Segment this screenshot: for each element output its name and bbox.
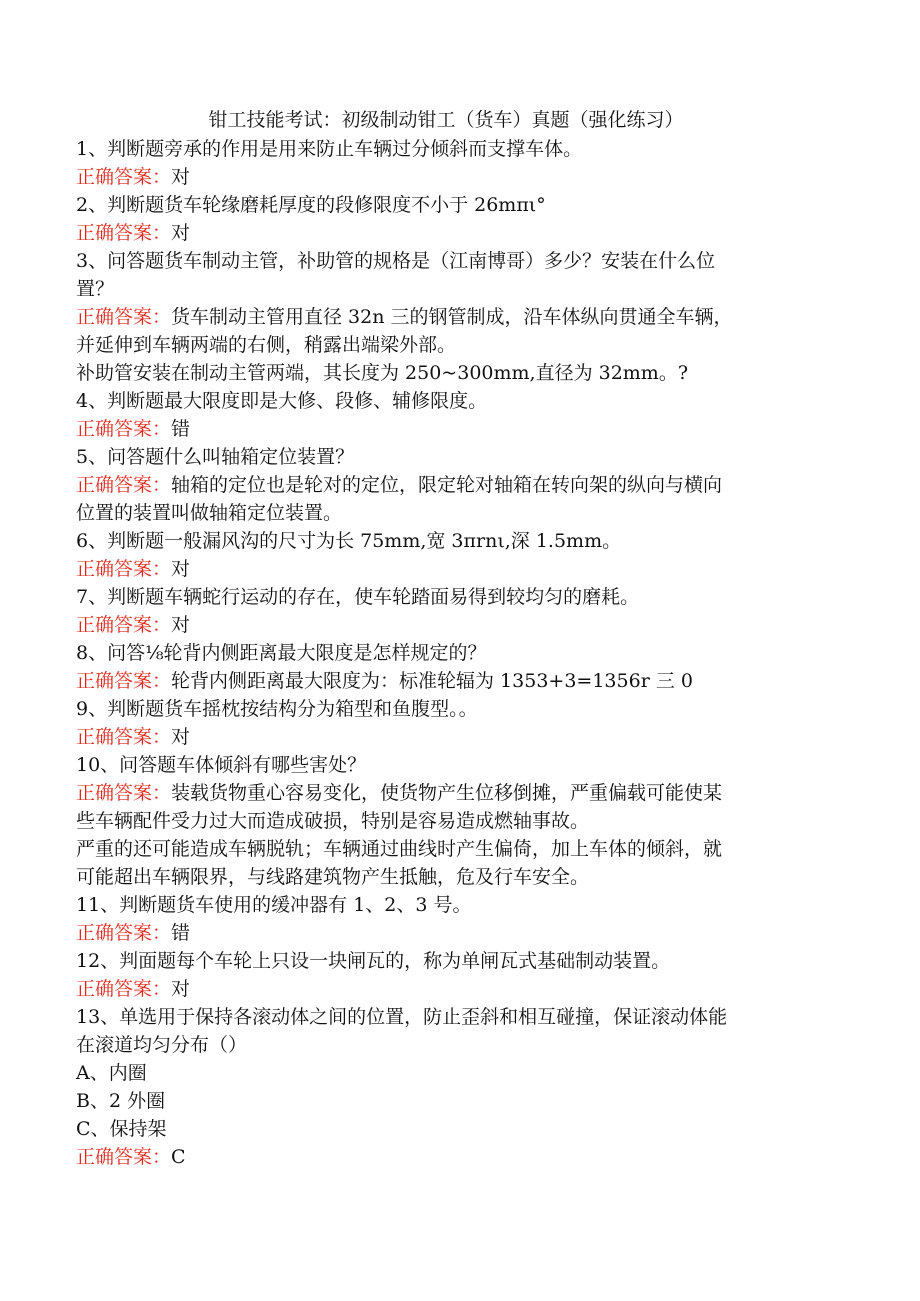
answer-label: 正确答案： — [76, 474, 172, 496]
answer-3-line-2: 并延伸到车辆两端的右侧，稍露出端梁外部。 — [76, 334, 457, 356]
answer-label: 正确答案： — [76, 782, 172, 804]
answer-label: 正确答案： — [76, 614, 172, 636]
answer-3 — [76, 303, 816, 331]
answer-text: 对 — [171, 166, 191, 188]
option-c: C、保持架 — [76, 1118, 167, 1140]
question-3-line-1: 3、问答题货车制动主管，补助管的规格是（江南博哥）多少？安装在什么位 — [76, 250, 716, 272]
answer-label: 正确答案： — [76, 166, 172, 188]
question-2: 2、判断题货车轮缘磨耗厚度的段修限度不小于 26mπι° — [76, 194, 546, 216]
answer-text: 轮背内侧距离最大限度为：标准轮辐为 1353+3=1356r 三 0 — [171, 670, 693, 692]
answer-5-line-2: 位置的装置叫做轴箱定位装置。 — [76, 502, 343, 524]
question-11: 11、判断题货车使用的缓冲器有 1、2、3 号。 — [76, 894, 472, 916]
answer-text: 对 — [171, 614, 191, 636]
answer-label: 正确答案： — [76, 558, 172, 580]
answer-8 — [76, 667, 816, 695]
answer-text: 对 — [171, 978, 191, 1000]
option-b: B、2 外圈 — [76, 1090, 166, 1112]
answer-7 — [76, 611, 816, 639]
answer-11 — [76, 919, 816, 947]
question-13-line-2: 在滚道均匀分布（） — [76, 1034, 248, 1056]
question-8: 8、问答⅛轮背内侧距离最大限度是怎样规定的？ — [76, 642, 487, 664]
question-5: 5、问答题什么叫轴箱定位装置？ — [76, 446, 355, 468]
answer-label: 正确答案： — [76, 922, 172, 944]
option-a: A、内圈 — [76, 1062, 147, 1084]
answer-9 — [76, 723, 816, 751]
answer-text: 对 — [171, 726, 191, 748]
answer-10-line-3: 严重的还可能造成车辆脱轨；车辆通过曲线时产生偏倚，加上车体的倾斜，就 — [76, 838, 723, 860]
answer-6 — [76, 555, 816, 583]
question-6: 6、判断题一般漏风沟的尺寸为长 75mm,宽 3πrnι,深 1.5mm。 — [76, 530, 622, 552]
answer-text: 错 — [171, 922, 191, 944]
answer-label: 正确答案： — [76, 670, 172, 692]
question-13-line-1: 13、单选用于保持各滚动体之间的位置，防止歪斜和相互碰撞，保证滚动体能 — [76, 1006, 728, 1028]
answer-label: 正确答案： — [76, 222, 172, 244]
answer-10 — [76, 779, 816, 807]
answer-text: C — [171, 1146, 186, 1168]
answer-text: 装载货物重心容易变化，使货物产生位移倒摊，严重偏载可能使某 — [171, 782, 723, 804]
answer-text: 对 — [171, 222, 191, 244]
answer-5 — [76, 471, 816, 499]
answer-text: 错 — [171, 418, 191, 440]
question-10: 10、问答题车体倾斜有哪些害处？ — [76, 754, 367, 776]
question-12: 12、判面题每个车轮上只设一块闸瓦的，称为单闸瓦式基础制动装置。 — [76, 950, 671, 972]
question-7: 7、判断题车辆蛇行运动的存在，使车轮踏面易得到较均匀的磨耗。 — [76, 586, 640, 608]
answer-text: 货车制动主管用直径 32n 三的钢管制成，沿车体纵向贯通全车辆， — [171, 306, 733, 328]
answer-10-line-4: 可能超出车辆限界，与线路建筑物产生抵触，危及行车安全。 — [76, 866, 590, 888]
document-page — [76, 107, 816, 1171]
answer-13 — [76, 1143, 816, 1171]
answer-1 — [76, 163, 816, 191]
answer-label: 正确答案： — [76, 726, 172, 748]
answer-10-line-2: 些车辆配件受力过大而造成破损，特别是容易造成燃轴事故。 — [76, 810, 590, 832]
document-title: 钳工技能考试：初级制动钳工（货车）真题（强化练习） — [208, 109, 684, 131]
answer-label: 正确答案： — [76, 418, 172, 440]
answer-2 — [76, 219, 816, 247]
answer-label: 正确答案： — [76, 978, 172, 1000]
question-4: 4、判断题最大限度即是大修、段修、辅修限度。 — [76, 390, 488, 412]
answer-text: 对 — [171, 558, 191, 580]
answer-label: 正确答案： — [76, 1146, 172, 1168]
answer-label: 正确答案： — [76, 306, 172, 328]
answer-3-line-3: 补助管安装在制动主管两端，其长度为 250~300mm,直径为 32mm。? — [76, 362, 688, 384]
question-9: 9、判断题货车摇枕按结构分为箱型和鱼腹型。。 — [76, 698, 478, 720]
question-1: 1、判断题旁承的作用是用来防止车辆过分倾斜而支撑车体。 — [76, 138, 583, 160]
question-3-line-2: 置？ — [76, 278, 115, 300]
answer-text: 轴箱的定位也是轮对的定位，限定轮对轴箱在转向架的纵向与横向 — [171, 474, 723, 496]
answer-12 — [76, 975, 816, 1003]
answer-4 — [76, 415, 816, 443]
